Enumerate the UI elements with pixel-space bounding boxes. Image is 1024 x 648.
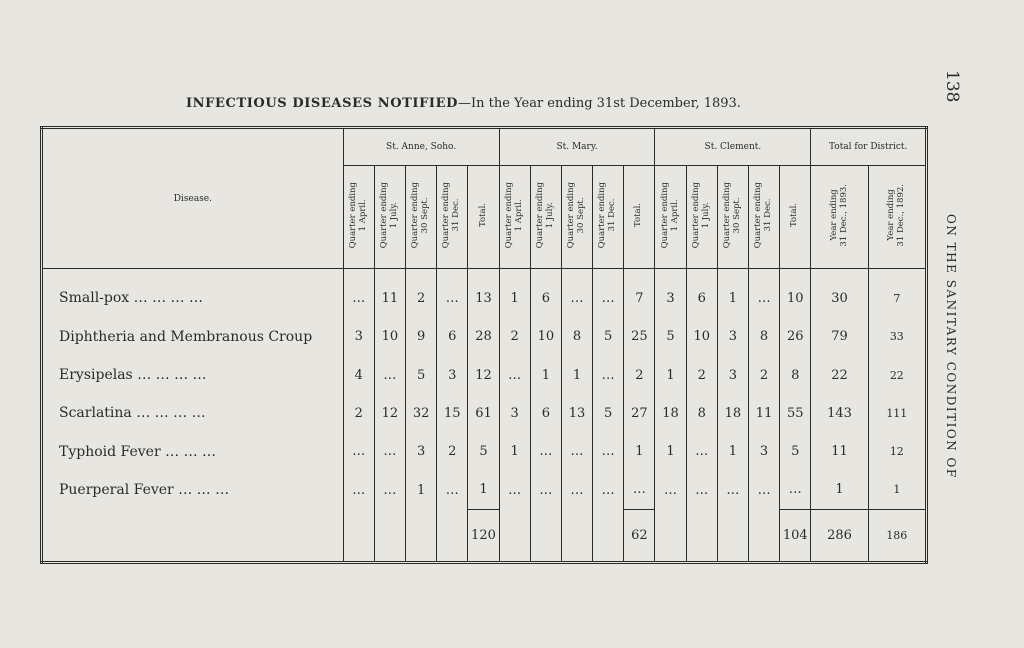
totals-label-cell: [42, 509, 344, 562]
total-cell: [561, 509, 592, 562]
table-cell: 5: [468, 432, 499, 470]
table-cell: …: [374, 471, 405, 510]
table-cell: 25: [624, 318, 655, 356]
table-cell: 6: [530, 269, 561, 318]
table-cell: 6: [530, 394, 561, 432]
column-header-label: Quarter ending 1 July.: [379, 181, 399, 249]
column-header-label: Quarter ending 30 Sept.: [566, 181, 586, 249]
table-cell: 5: [780, 432, 811, 470]
disease-name: Diphtheria and Membranous Croup: [59, 328, 313, 345]
running-head: ON THE SANITARY CONDITION OF: [944, 214, 958, 479]
table-cell: 12: [374, 394, 405, 432]
column-header-label: Quarter ending 1 April.: [659, 181, 680, 249]
table-cell: 1: [717, 269, 748, 318]
total-cell: [343, 509, 374, 562]
table-cell: 7: [624, 269, 655, 318]
table-cell: 2: [624, 356, 655, 394]
table-cell: …: [686, 471, 717, 510]
table-cell: 8: [748, 318, 779, 356]
table-cell: …: [530, 432, 561, 470]
total-cell: [748, 509, 779, 562]
table-cell: 5: [593, 394, 624, 432]
table-cell: 1: [530, 356, 561, 394]
table-cell: …: [561, 269, 592, 318]
disease-name: Typhoid Fever … … …: [59, 443, 217, 460]
table-row: [42, 471, 927, 510]
table-cell: 5: [593, 318, 624, 356]
table-cell: …: [593, 471, 624, 510]
table-cell: 1: [655, 356, 686, 394]
column-header: [406, 166, 437, 269]
table-cell: 22: [811, 356, 868, 394]
table-cell: …: [374, 432, 405, 470]
column-header: [780, 166, 811, 269]
table-cell: 11: [374, 269, 405, 318]
table-cell: …: [343, 471, 374, 510]
table-cell: 13: [468, 269, 499, 318]
table-cell: 6: [686, 269, 717, 318]
column-header: [499, 166, 530, 269]
title-suffix: —In the Year ending 31st December, 1893.: [457, 96, 741, 111]
column-header: [374, 166, 405, 269]
table-cell: 22: [868, 356, 926, 394]
table-cell: …: [655, 471, 686, 510]
table-cell: 1: [406, 471, 437, 510]
table-cell: 2: [343, 394, 374, 432]
disease-name: Scarlatina … … … …: [59, 405, 206, 422]
column-header: [593, 166, 624, 269]
column-header-label: Year ending 31 Dec., 1892.: [886, 183, 906, 247]
table-cell: 10: [530, 318, 561, 356]
table-cell: …: [593, 432, 624, 470]
column-header-label: Quarter ending 1 July.: [690, 181, 711, 249]
table-cell: 12: [868, 432, 926, 470]
table-cell: 2: [406, 269, 437, 318]
table-cell: 13: [561, 394, 592, 432]
table-cell: …: [748, 471, 779, 510]
group-header: St. Clement.: [655, 128, 811, 166]
column-header: [530, 166, 561, 269]
column-header-label: Total.: [477, 202, 488, 228]
column-header: [624, 166, 655, 269]
table-cell: 1: [561, 356, 592, 394]
table-cell: 3: [748, 432, 779, 470]
table-cell: 18: [655, 394, 686, 432]
column-header-label: Quarter ending 30 Sept.: [410, 181, 431, 249]
column-header: [437, 166, 468, 269]
table-cell: …: [748, 269, 779, 318]
column-header: [811, 166, 868, 269]
table-cell: 5: [655, 318, 686, 356]
total-cell: 286: [811, 509, 868, 562]
table-cell: 2: [686, 356, 717, 394]
column-header-label: Quarter ending 31 Dec.: [597, 181, 618, 249]
total-cell: 120: [468, 509, 499, 562]
table-cell: 8: [780, 356, 811, 394]
table-cell: 1: [811, 471, 868, 510]
table-cell: …: [593, 269, 624, 318]
table-cell: 2: [499, 318, 530, 356]
table-cell: 6: [437, 318, 468, 356]
table-cell: …: [686, 432, 717, 470]
disease-name: Small-pox … … … …: [59, 290, 203, 307]
table-cell: …: [343, 269, 374, 318]
table-row: [42, 432, 927, 470]
column-header-label: Quarter ending 1 April.: [503, 181, 524, 249]
group-header: Total for District.: [811, 128, 927, 166]
table-cell: 15: [437, 394, 468, 432]
table-cell: 26: [780, 318, 811, 356]
table-cell: …: [561, 471, 592, 510]
table-cell: 30: [811, 269, 868, 318]
table-cell: 1: [499, 432, 530, 470]
column-header: [343, 166, 374, 269]
column-header: [868, 166, 926, 269]
table-cell: 1: [624, 432, 655, 470]
table-cell: 8: [686, 394, 717, 432]
total-cell: [655, 509, 686, 562]
table-cell: …: [437, 269, 468, 318]
table-cell: 143: [811, 394, 868, 432]
total-cell: 186: [868, 509, 926, 562]
column-header: [717, 166, 748, 269]
column-header: [748, 166, 779, 269]
total-cell: 62: [624, 509, 655, 562]
table-cell: …: [499, 356, 530, 394]
column-header-label: Quarter ending 31 Dec.: [753, 181, 774, 249]
total-cell: [437, 509, 468, 562]
column-header-label: Quarter ending 30 Sept.: [722, 181, 742, 249]
table-cell: 3: [717, 318, 748, 356]
table-cell: …: [437, 471, 468, 510]
table-cell: 5: [406, 356, 437, 394]
total-cell: [530, 509, 561, 562]
group-header: St. Mary.: [499, 128, 655, 166]
table-cell: 61: [468, 394, 499, 432]
table-cell: 10: [686, 318, 717, 356]
table-cell: 33: [868, 318, 926, 356]
disease-name: Erysipelas … … … …: [59, 367, 207, 384]
column-header-label: Quarter ending 1 April.: [347, 181, 368, 249]
disease-name: Puerperal Fever … … …: [59, 482, 230, 499]
column-header-label: Year ending 31 Dec., 1893.: [828, 183, 849, 247]
table-cell: 1: [655, 432, 686, 470]
table-row: [42, 394, 927, 432]
table-cell: 9: [406, 318, 437, 356]
title-main: INFECTIOUS DISEASES NOTIFIED: [186, 96, 458, 111]
page-title: [186, 96, 741, 111]
table-cell: …: [499, 471, 530, 510]
table-cell: 2: [748, 356, 779, 394]
table-cell: 3: [343, 318, 374, 356]
table-cell: 28: [468, 318, 499, 356]
table-cell: 1: [499, 269, 530, 318]
table-cell: 3: [406, 432, 437, 470]
infectious-diseases-table: [40, 126, 928, 564]
column-header-label: Quarter ending 31 Dec.: [441, 181, 462, 249]
column-header: [655, 166, 686, 269]
table-cell: 18: [717, 394, 748, 432]
table-cell: 111: [868, 394, 926, 432]
disease-header: Disease.: [42, 128, 344, 269]
column-header-label: Total.: [789, 202, 800, 228]
table-cell: 55: [780, 394, 811, 432]
column-header-label: Total.: [633, 202, 644, 228]
table-cell: 1: [717, 432, 748, 470]
table-cell: …: [374, 356, 405, 394]
totals-row: [42, 509, 927, 562]
table-row: [42, 318, 927, 356]
table-cell: 7: [868, 269, 926, 318]
table-cell: …: [561, 432, 592, 470]
table-cell: 11: [811, 432, 868, 470]
table-cell: …: [780, 471, 811, 510]
table-cell: 10: [780, 269, 811, 318]
table-cell: …: [717, 471, 748, 510]
total-cell: [717, 509, 748, 562]
table-cell: 4: [343, 356, 374, 394]
table-cell: …: [593, 356, 624, 394]
total-cell: 104: [780, 509, 811, 562]
table-cell: 3: [655, 269, 686, 318]
table-cell: 1: [868, 471, 926, 510]
column-header: [561, 166, 592, 269]
table-cell: 27: [624, 394, 655, 432]
table-row: [42, 356, 927, 394]
page-number: 138: [942, 70, 962, 103]
total-cell: [406, 509, 437, 562]
column-header-label: Quarter ending 1 July.: [535, 181, 555, 249]
table-cell: …: [530, 471, 561, 510]
table-cell: 1: [468, 471, 499, 510]
column-header: [468, 166, 499, 269]
table-cell: 10: [374, 318, 405, 356]
table-cell: 32: [406, 394, 437, 432]
table-cell: …: [343, 432, 374, 470]
table-cell: 3: [437, 356, 468, 394]
table-cell: 2: [437, 432, 468, 470]
table-cell: 12: [468, 356, 499, 394]
table-cell: 79: [811, 318, 868, 356]
table-cell: 8: [561, 318, 592, 356]
table-row: [42, 269, 927, 318]
total-cell: [374, 509, 405, 562]
total-cell: [499, 509, 530, 562]
column-header: [686, 166, 717, 269]
total-cell: [686, 509, 717, 562]
table-cell: 3: [499, 394, 530, 432]
table-cell: 11: [748, 394, 779, 432]
table-cell: 3: [717, 356, 748, 394]
group-header: St. Anne, Soho.: [343, 128, 499, 166]
total-cell: [593, 509, 624, 562]
group-header-row: [42, 128, 927, 166]
table-cell: …: [624, 471, 655, 510]
